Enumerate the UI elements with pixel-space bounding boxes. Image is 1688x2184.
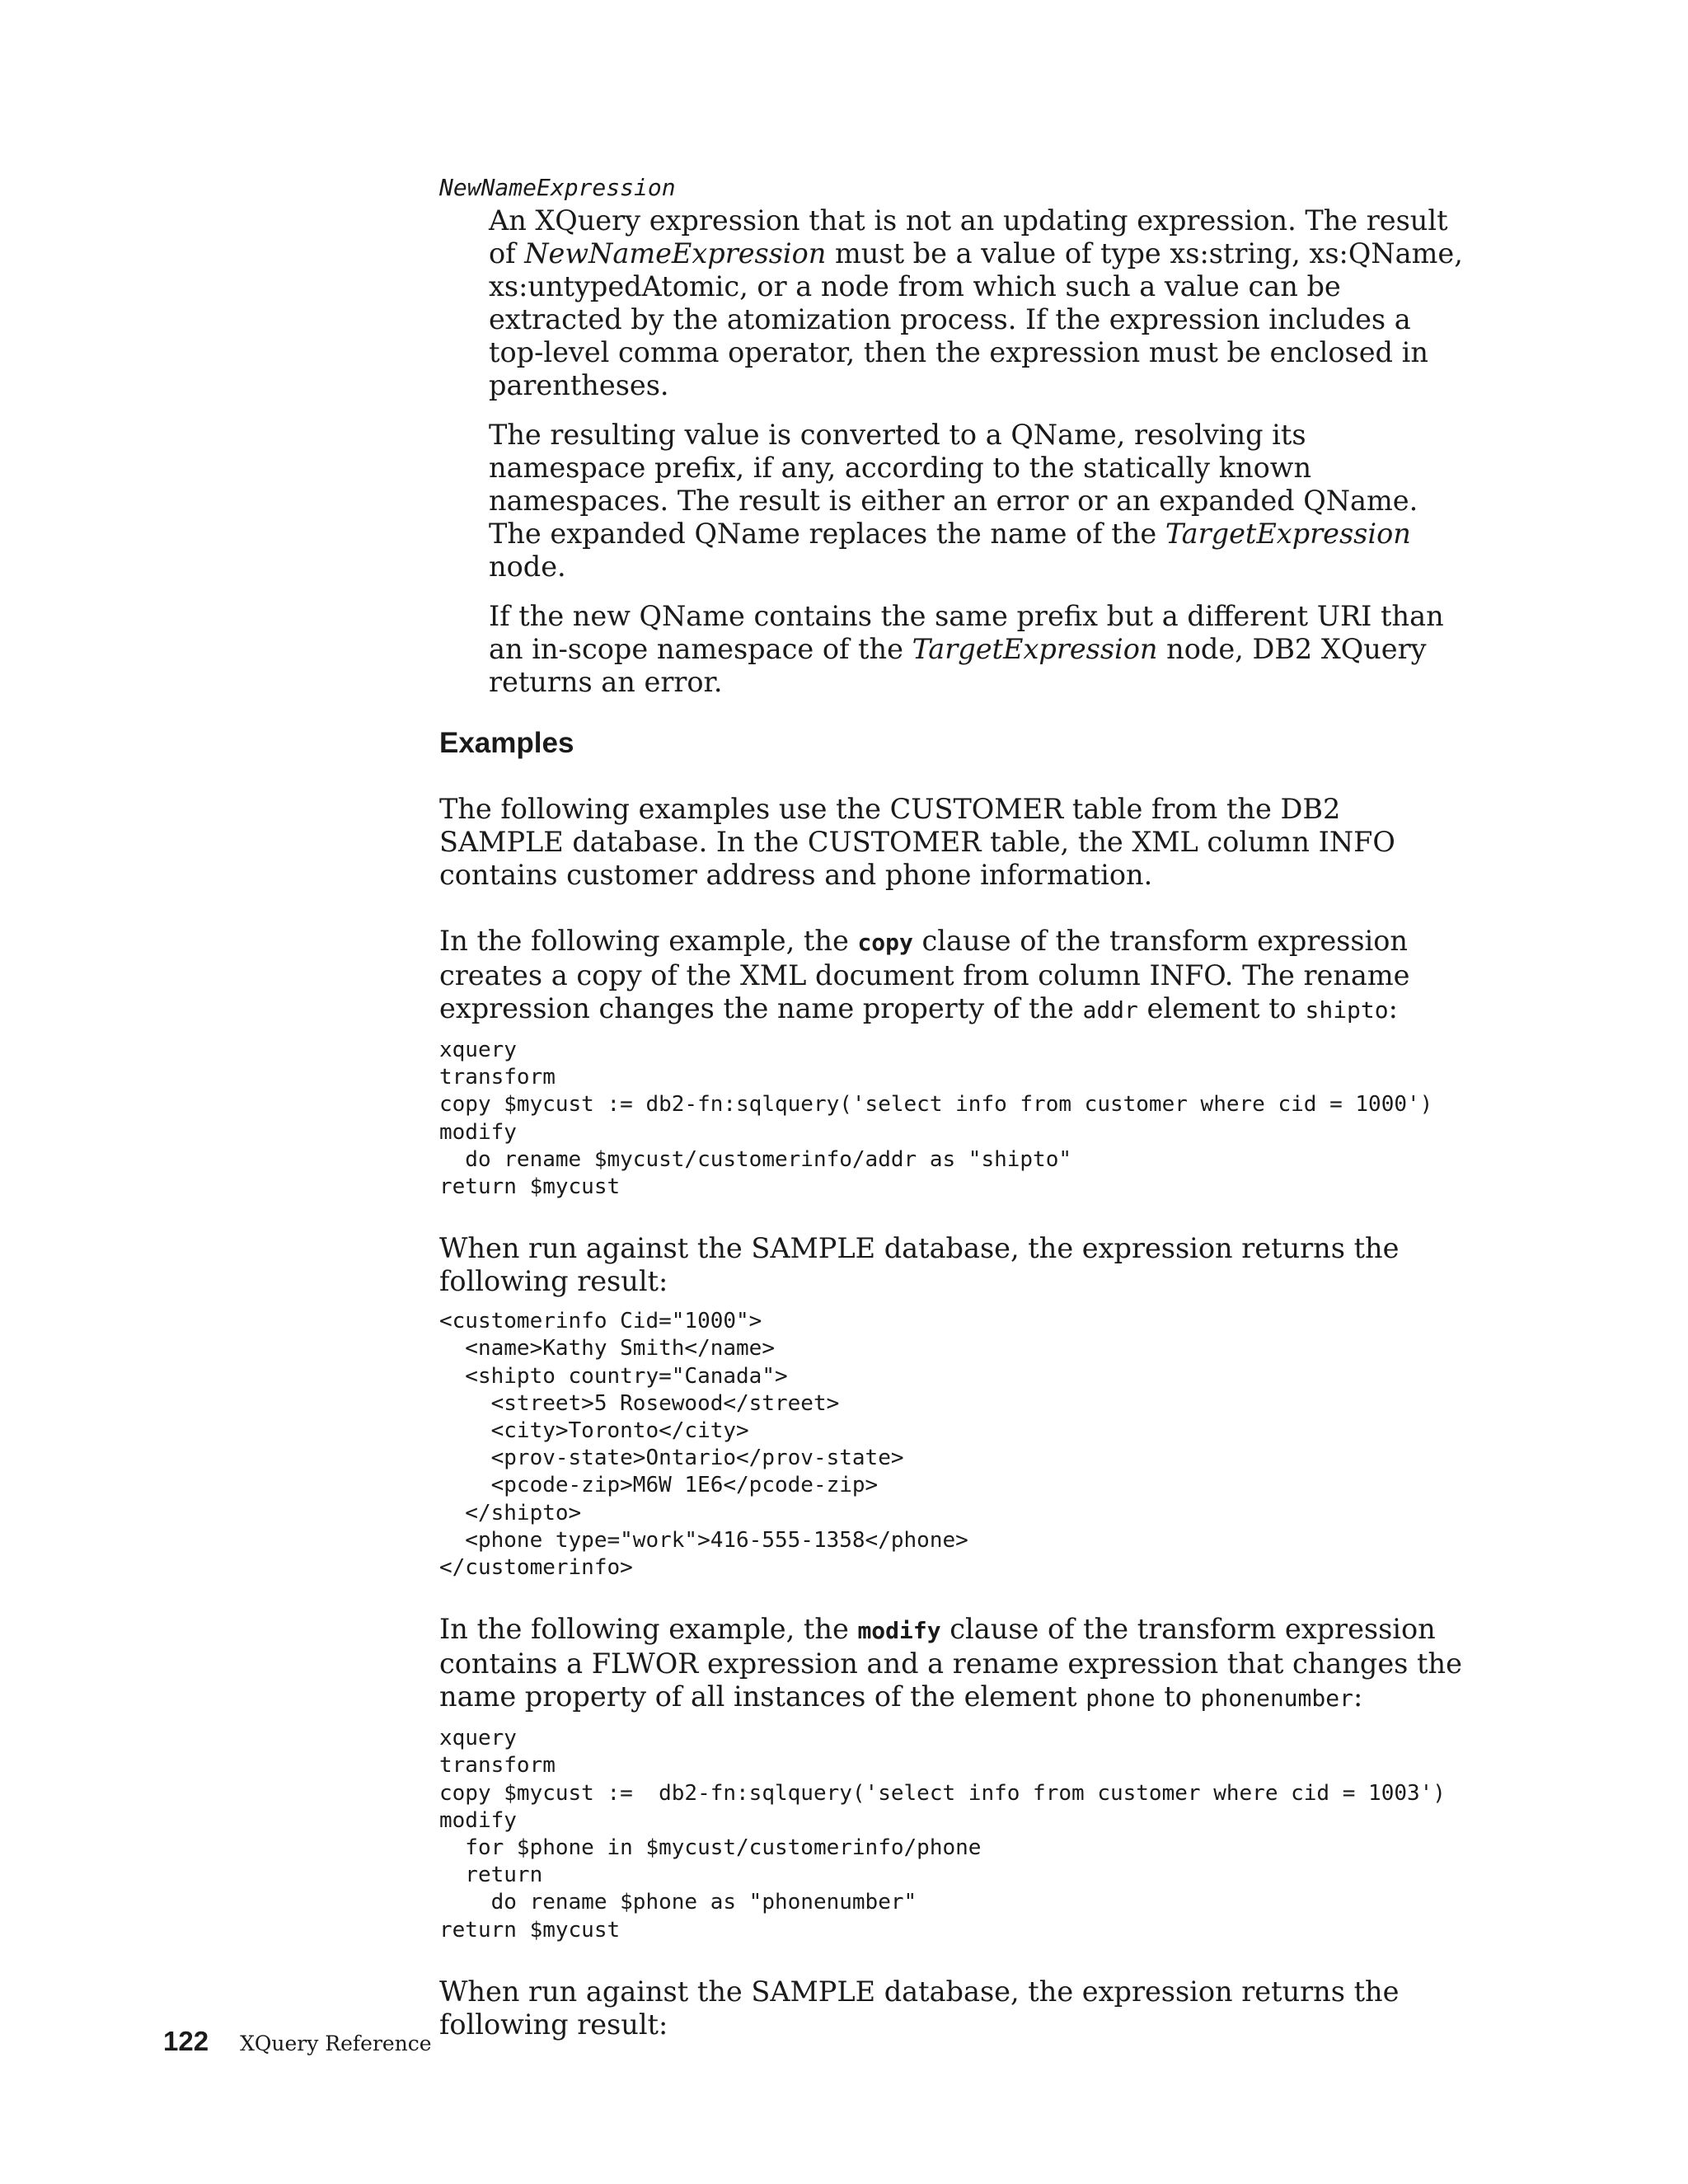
term-reference: TargetExpression [912, 633, 1158, 665]
text-run: The resulting value is converted to a QName, resolving its namespace prefix, if any, according to the statically known namespaces. The result is either an error or an expanded QName. The expanded QName replaces the name of the [489, 419, 1418, 550]
text-run: If the new QName contains the same prefix but a different URI than an in-scope namespace of the [489, 600, 1444, 665]
example-1-result: <customerinfo Cid="1000"> <name>Kathy Smith</name> <shipto country="Canada"> <street>5 Rosewood</street> <city>Toronto</city> <prov-state>Ontario</prov-state> <pcode-zip>M6W 1E6</pcode-zip> </shipto> <phone type="work">416-555-1358</phone> </customerinfo> [439, 1309, 968, 1581]
example-1-description [439, 925, 1470, 1027]
text-run: node. [489, 551, 566, 583]
code-keyword: modify [857, 1617, 941, 1645]
text-run: node, DB2 XQuery returns an error. [489, 633, 1427, 698]
paragraph-gap [439, 892, 1470, 925]
example-2-description [439, 1613, 1470, 1715]
example-2-result-label: When run against the SAMPLE database, the expression returns the following result: [439, 1975, 1400, 2041]
examples-heading: Examples [439, 727, 574, 759]
term-reference: NewNameExpression [524, 237, 827, 269]
text-run: : [1388, 992, 1398, 1024]
text-run: An XQuery expression that is not an updating expression. The result of [489, 204, 1448, 269]
page-footer [163, 2026, 432, 2062]
book-title: XQuery Reference [240, 2032, 432, 2055]
text-run: In the following example, the [439, 1613, 858, 1646]
code-keyword: copy [857, 929, 913, 956]
example-1-code: xquery transform copy $mycust := db2-fn:sqlquery('select info from customer where cid = 1000') modify do rename $mycust/customerinfo/addr as "shipto" return $mycust [439, 1038, 1433, 1200]
definition-paragraph-2 [489, 419, 1470, 583]
text-run: clause of the transform expression contains a FLWOR expression and a rename expression that changes the name property of all instances of the element [439, 1613, 1462, 1713]
definition-entry [439, 171, 1470, 699]
code-term: phonenumber [1200, 1685, 1353, 1713]
code-term: addr [1082, 996, 1138, 1024]
definition-paragraph-3 [489, 600, 1470, 699]
text-run: : [1353, 1680, 1363, 1713]
code-term: phone [1085, 1685, 1156, 1713]
example-2-code: xquery transform copy $mycust := db2-fn:sqlquery('select info from customer where cid = 1003') modify for $phone in $mycust/customerinfo/phone return do rename $phone as "phonenumber" return $mycust [439, 1726, 1446, 1943]
definition-paragraph-1 [489, 204, 1470, 402]
example-1-result-label: When run against the SAMPLE database, the expression returns the following result: [439, 1232, 1400, 1298]
definition-term: NewNameExpression [439, 174, 676, 201]
text-run: must be a value of type xs:string, xs:QName, xs:untypedAtomic, or a node from which such a value can be extracted by the atomization process. If the expression includes a top-level comma operator, then the expression must be enclosed in parentheses. [489, 237, 1463, 401]
definition-description [489, 204, 1470, 699]
text-run: to [1155, 1680, 1201, 1713]
text-run: In the following example, the [439, 925, 858, 957]
text-run: clause of the transform expression creates a copy of the XML document from column INFO. The rename expression changes the name property of the [439, 925, 1410, 1024]
code-term: shipto [1305, 996, 1389, 1024]
page-number: 122 [163, 2026, 209, 2056]
page-content [439, 171, 1470, 2041]
examples-intro: The following examples use the CUSTOMER table from the DB2 SAMPLE database. In the CUSTOMER table, the XML column INFO contains customer address and phone information. [439, 793, 1395, 891]
text-run: element to [1137, 992, 1306, 1024]
term-reference: TargetExpression [1165, 518, 1411, 550]
